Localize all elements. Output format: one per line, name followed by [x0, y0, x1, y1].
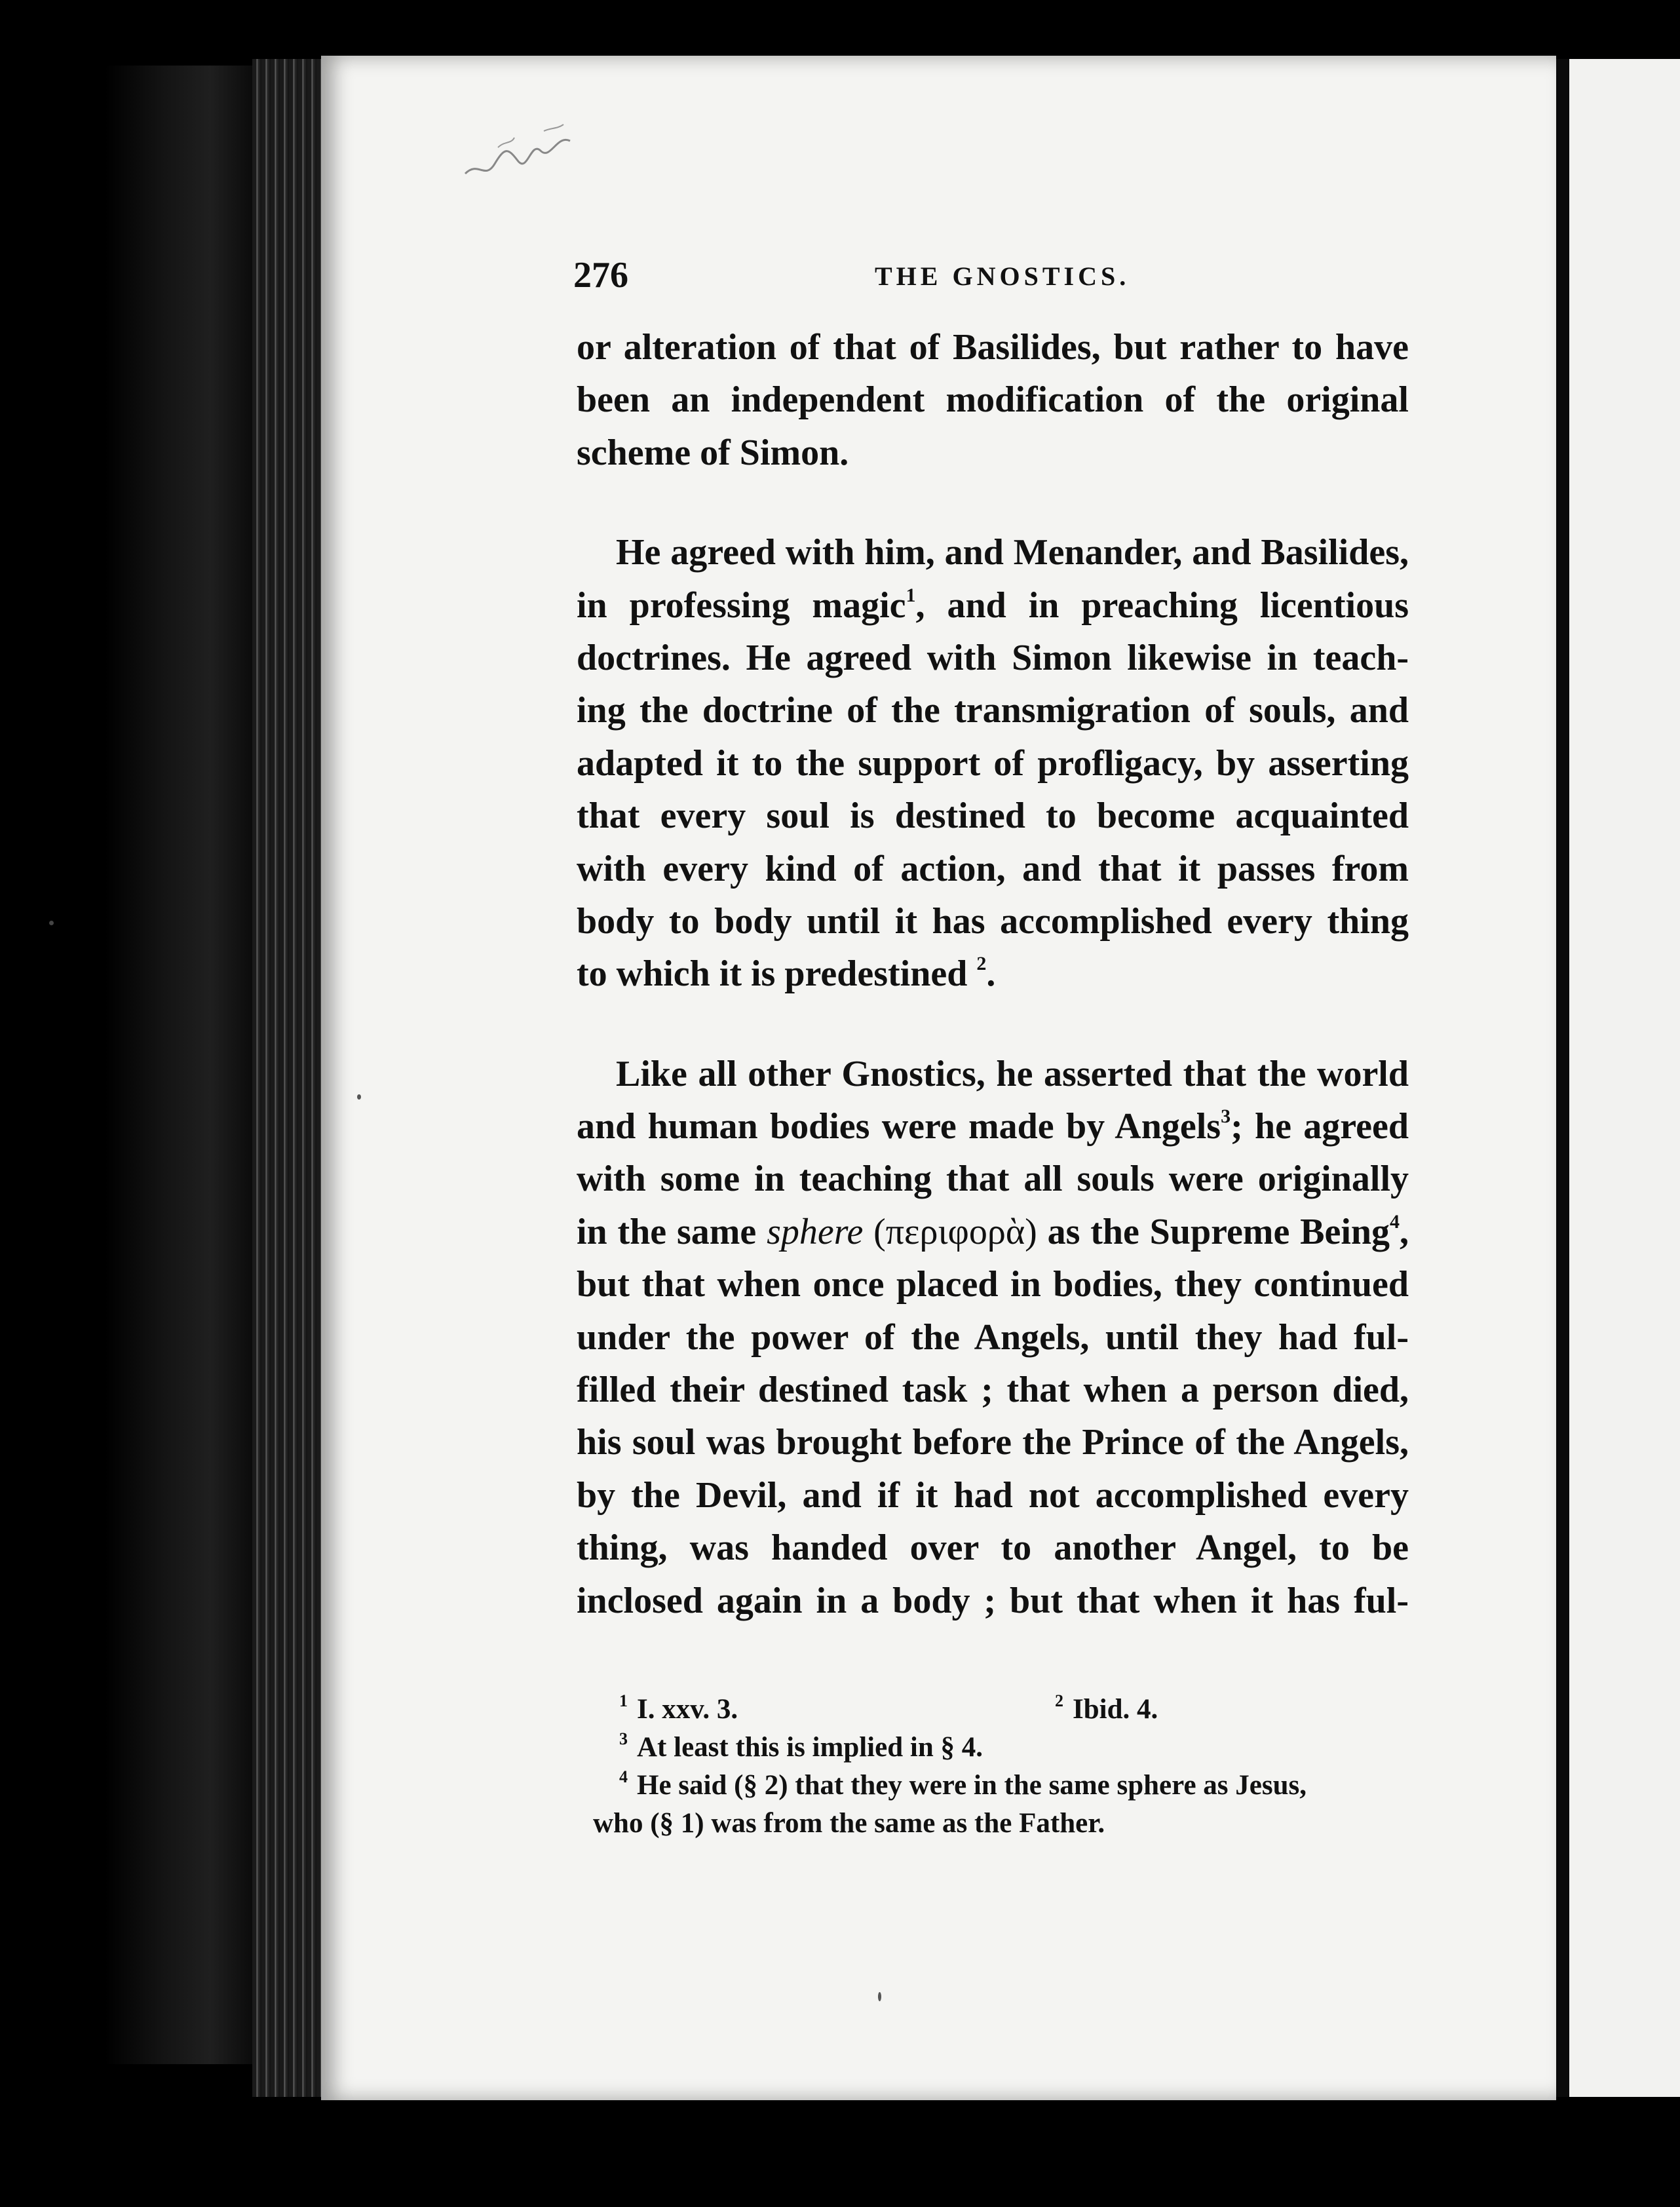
text-line: with some in teaching that all souls were originally	[577, 1159, 1409, 1200]
page-edges	[252, 59, 324, 2097]
text-fragment: to which it is predestined	[577, 953, 968, 995]
text-line	[577, 1206, 1409, 1258]
footnote-row	[593, 1691, 1412, 1729]
paragraph-3	[577, 1048, 1409, 1627]
text-line: adapted it to the support of profligacy, by asserting	[577, 742, 1409, 784]
body-text	[577, 321, 1409, 1627]
footnote-mark: 2	[1055, 1691, 1063, 1710]
greek-term: (περιφορὰ)	[873, 1211, 1037, 1252]
text-line: doctrines. He agreed with Simon likewise in teach-	[577, 637, 1409, 678]
footnote-reference: 3	[1221, 1105, 1231, 1128]
text-line: ing the doctrine of the transmigration of souls, and	[577, 690, 1409, 731]
text-line: that every soul is destined to become acquainted	[577, 796, 1409, 837]
text-line	[577, 579, 1409, 632]
footnote-text: Ibid. 4.	[1073, 1694, 1158, 1725]
text-line	[577, 1100, 1409, 1153]
footnote-3	[593, 1729, 1412, 1767]
gutter-shadow	[1556, 59, 1569, 2097]
footnote-4-continuation: who (§ 1) was from the same as the Father.	[593, 1808, 1105, 1839]
dust-speck	[357, 1094, 361, 1100]
text-line	[577, 948, 1409, 1000]
footnote-4	[593, 1767, 1412, 1805]
text-line: or alteration of that of Basilides, but rather to have	[577, 327, 1409, 368]
text-line: scheme of Simon.	[577, 432, 849, 473]
text-fragment: in professing magic	[577, 585, 906, 626]
paragraph-2	[577, 526, 1409, 1001]
footnote-2	[1055, 1691, 1158, 1729]
page-number: 276	[573, 255, 628, 296]
text-line: body to body until it has accomplished every thing	[577, 900, 1409, 942]
text-fragment: ,	[1400, 1211, 1409, 1252]
text-line: inclosed again in a body ; but that when it has ful-	[577, 1580, 1409, 1621]
footnote-mark: 3	[619, 1729, 628, 1748]
text-line: with every kind of action, and that it passes from	[577, 848, 1409, 889]
text-fragment: , and in preaching licentious	[915, 585, 1409, 626]
text-line: thing, was handed over to another Angel, to be	[577, 1527, 1409, 1569]
text-line: by the Devil, and if it had not accomplished every	[577, 1474, 1409, 1516]
paragraph-1	[577, 321, 1409, 479]
footnote-reference: 4	[1390, 1210, 1400, 1233]
text-fragment: in the same	[577, 1211, 757, 1252]
text-line: but that when once placed in bodies, they continued	[577, 1264, 1409, 1305]
footnotes	[593, 1691, 1412, 1843]
text-line: He agreed with him, and Menander, and Basilides,	[616, 532, 1409, 573]
text-line: his soul was brought before the Prince of the Angels,	[577, 1422, 1409, 1463]
facing-page-edge	[1569, 59, 1680, 2097]
footnote-text: I. xxv. 3.	[637, 1694, 738, 1725]
text-line: under the power of the Angels, until they had ful-	[577, 1316, 1409, 1358]
running-head: THE GNOSTICS.	[875, 261, 1130, 291]
footnote-reference: 1	[906, 584, 916, 606]
footnote-1	[619, 1691, 738, 1729]
text-line: filled their destined task ; that when a person died,	[577, 1370, 1409, 1411]
pencil-scribble-mark	[459, 121, 583, 187]
italic-term: sphere	[767, 1211, 864, 1252]
footnote-reference: 2	[976, 953, 987, 975]
page-header	[573, 254, 1399, 300]
book-spine-shadow	[105, 66, 256, 2064]
text-fragment: ; he agreed	[1231, 1106, 1409, 1147]
footnote-text: He said (§ 2) that they were in the same sphere as Jesus,	[637, 1770, 1307, 1801]
text-fragment: and human bodies were made by Angels	[577, 1106, 1221, 1147]
text-line: Like all other Gnostics, he asserted that the world	[616, 1053, 1409, 1094]
dust-speck	[878, 1992, 881, 2001]
text-line: been an independent modification of the original	[577, 379, 1409, 421]
dust-speck	[49, 921, 54, 925]
footnote-text: At least this is implied in § 4.	[637, 1732, 983, 1763]
text-fragment: .	[986, 953, 996, 995]
text-fragment: as the Supreme Being	[1047, 1211, 1390, 1252]
footnote-mark: 1	[619, 1691, 628, 1710]
footnote-mark: 4	[619, 1767, 628, 1786]
